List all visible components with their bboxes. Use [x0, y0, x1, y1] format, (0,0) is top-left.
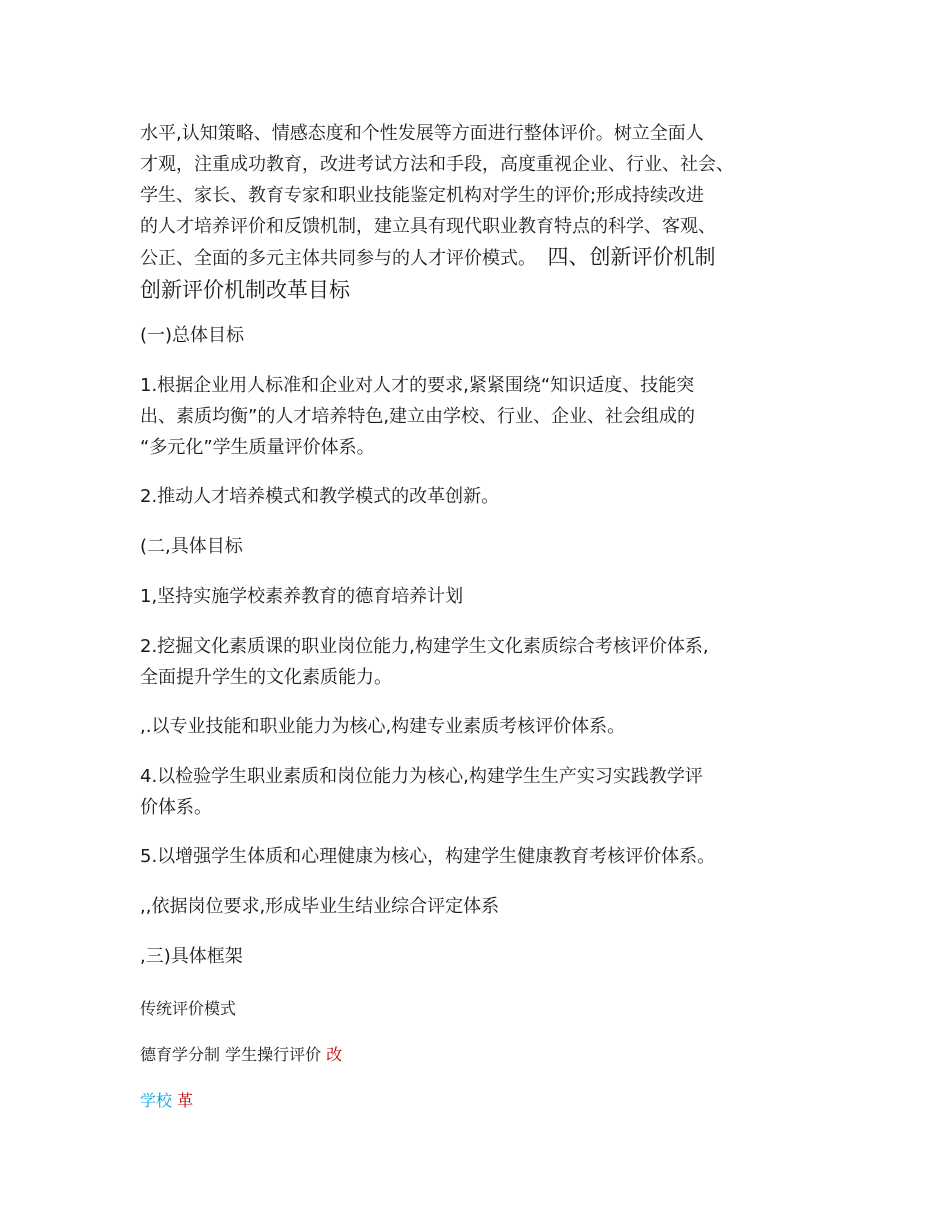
- traditional-model-label: 传统评价模式: [140, 999, 237, 1018]
- paragraph-line: 价体系。: [140, 797, 212, 818]
- framework-row-1: [140, 1042, 342, 1065]
- specific-goal-6: ,,依据岗位要求,形成毕业生结业综合评定体系: [140, 896, 500, 917]
- overall-goal-1: [140, 370, 820, 463]
- section-heading: 四、创新评价机制: [547, 245, 716, 269]
- intro-paragraph: [140, 118, 820, 307]
- paragraph-line: 4.以检验学生职业素质和岗位能力为核心,构建学生生产实习实践教学评: [140, 766, 703, 787]
- framework-row-2: [140, 1088, 193, 1111]
- intro-line: [140, 242, 820, 274]
- specific-goal-1: 1,坚持实施学校素养教育的德育培养计划: [140, 586, 464, 607]
- specific-goal-2: [140, 631, 820, 693]
- intro-line: 学生、家长、教育专家和职业技能鉴定机构对学生的评价;形成持续改进: [140, 185, 705, 206]
- intro-line: 的人才培养评价和反馈机制，建立具有现代职业教育特点的科学、客观、: [140, 216, 716, 237]
- intro-last-line-text: 公正、全面的多元主体共同参与的人才评价模式。: [140, 248, 536, 269]
- paragraph-line: 1.根据企业用人标准和企业对人才的要求,紧紧围绕“知识适度、技能突: [140, 375, 695, 396]
- intro-line: 才观，注重成功教育，改进考试方法和手段，高度重视企业、行业、社会、: [140, 154, 734, 175]
- conduct-eval-label: 学生操行评价: [225, 1045, 322, 1064]
- paragraph-line: “多元化”学生质量评价体系。: [140, 437, 375, 458]
- specific-goal-3: ,.以专业技能和职业能力为核心,构建专业素质考核评价体系。: [140, 716, 626, 737]
- specific-goal-4: [140, 761, 820, 823]
- overall-goal-heading: (一)总体目标: [140, 325, 245, 346]
- school-label: 学校: [140, 1091, 173, 1110]
- subheading: 创新评价机制改革目标: [140, 278, 350, 302]
- specific-goal-5: 5.以增强学生体质和心理健康为核心，构建学生健康教育考核评价体系。: [140, 846, 716, 867]
- moral-credit-label: 德育学分制: [140, 1045, 221, 1064]
- overall-goal-2: 2.推动人才培养模式和教学模式的改革创新。: [140, 486, 500, 507]
- specific-goals-heading: (二,具体目标: [140, 536, 243, 557]
- framework-heading: ,三)具体框架: [140, 946, 243, 967]
- intro-line: 水平,认知策略、情感态度和个性发展等方面进行整体评价。树立全面人: [140, 123, 704, 144]
- paragraph-line: 出、素质均衡”的人才培养特色,建立由学校、行业、企业、社会组成的: [140, 406, 696, 427]
- paragraph-line: 2.挖掘文化素质课的职业岗位能力,构建学生文化素质综合考核评价体系,: [140, 636, 709, 657]
- reform-char-1: 改: [326, 1045, 343, 1064]
- paragraph-line: 全面提升学生的文化素质能力。: [140, 667, 392, 688]
- reform-char-2: 革: [177, 1091, 194, 1110]
